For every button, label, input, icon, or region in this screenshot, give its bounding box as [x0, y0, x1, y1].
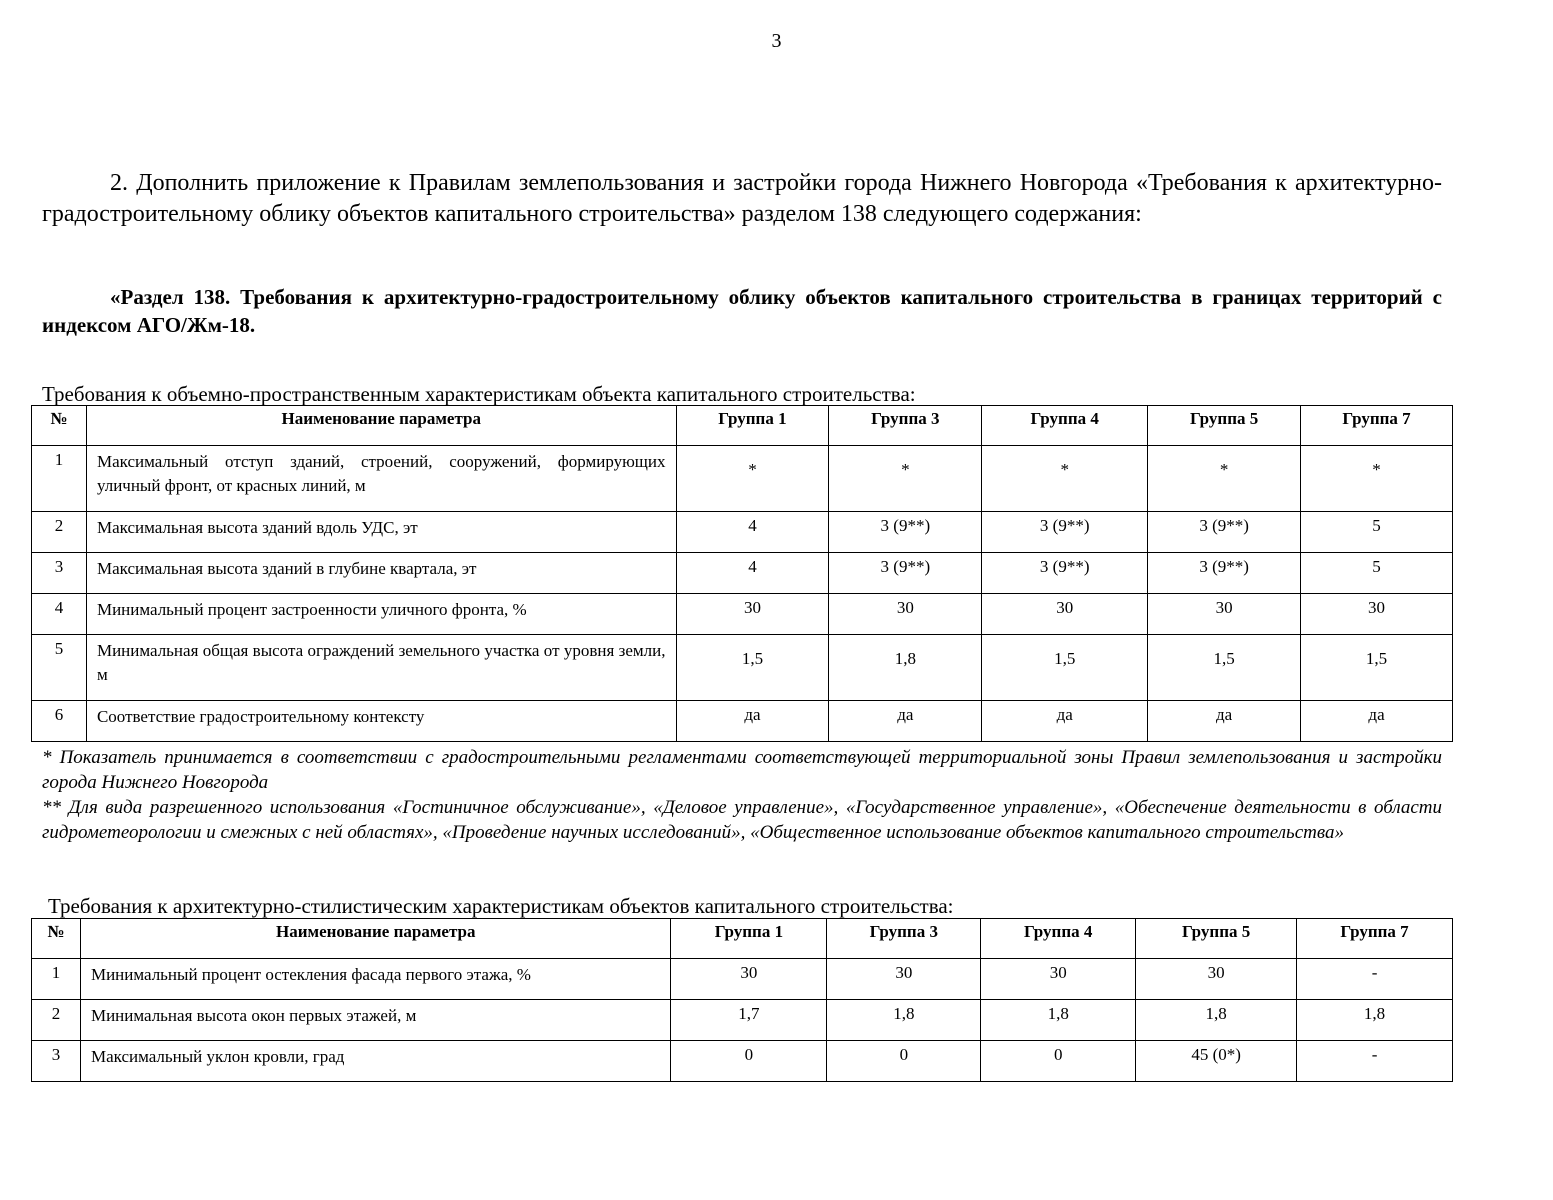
- row-number: 1: [32, 446, 87, 512]
- value-group-4: 30: [981, 959, 1136, 1000]
- value-group-4: 3 (9**): [982, 553, 1148, 594]
- column-header-group-1: Группа 1: [676, 406, 829, 446]
- value-group-4: *: [982, 446, 1148, 512]
- value-group-5: 1,5: [1148, 635, 1301, 701]
- value-group-4: 0: [981, 1041, 1136, 1082]
- footnote-double-asterisk: ** Для вида разрешенного использования «Гостиничное обслуживание», «Деловое управление», «Государственное управление», «Обеспечение деятельности в области гидрометеорологии и смежных с ней областях», «Проведение научных исследований», «Общественное использование объектов капитального строительства»: [42, 797, 1442, 843]
- table-row: [32, 1000, 1453, 1041]
- column-header-parameter: Наименование параметра: [80, 919, 671, 959]
- row-number: 4: [32, 594, 87, 635]
- table-row: [32, 635, 1453, 701]
- value-group-3: 0: [827, 1041, 981, 1082]
- value-group-5: 1,8: [1136, 1000, 1297, 1041]
- value-group-5: *: [1148, 446, 1301, 512]
- table2-caption: Требования к архитектурно-стилистическим характеристикам объектов капитального строительства:: [48, 894, 954, 918]
- value-group-7: 30: [1301, 594, 1453, 635]
- value-group-3: 30: [829, 594, 982, 635]
- value-group-5: 45 (0*): [1136, 1041, 1297, 1082]
- value-group-5: 3 (9**): [1148, 553, 1301, 594]
- column-header-number: №: [32, 406, 87, 446]
- column-header-group-7: Группа 7: [1297, 919, 1453, 959]
- value-group-7: 1,8: [1297, 1000, 1453, 1041]
- value-group-1: *: [676, 446, 829, 512]
- value-group-5: 3 (9**): [1148, 512, 1301, 553]
- value-group-3: 1,8: [829, 635, 982, 701]
- column-header-group-3: Группа 3: [829, 406, 982, 446]
- parameter-name: Максимальный отступ зданий, строений, сооружений, формирующих уличный фронт, от красных линий, м: [86, 446, 676, 512]
- value-group-5: да: [1148, 701, 1301, 742]
- footnotes: [42, 745, 1442, 845]
- value-group-4: 3 (9**): [982, 512, 1148, 553]
- value-group-7: 1,5: [1301, 635, 1453, 701]
- value-group-7: -: [1297, 1041, 1453, 1082]
- row-number: 2: [32, 1000, 81, 1041]
- value-group-1: 30: [676, 594, 829, 635]
- value-group-4: 30: [982, 594, 1148, 635]
- value-group-7: 5: [1301, 553, 1453, 594]
- table-row: [32, 553, 1453, 594]
- value-group-4: 1,5: [982, 635, 1148, 701]
- table-row: [32, 446, 1453, 512]
- value-group-7: -: [1297, 959, 1453, 1000]
- value-group-3: 1,8: [827, 1000, 981, 1041]
- parameter-name: Максимальный уклон кровли, град: [80, 1041, 671, 1082]
- parameter-name: Минимальный процент застроенности уличного фронта, %: [86, 594, 676, 635]
- row-number: 2: [32, 512, 87, 553]
- row-number: 3: [32, 553, 87, 594]
- column-header-group-3: Группа 3: [827, 919, 981, 959]
- value-group-1: 4: [676, 512, 829, 553]
- footnote-single-asterisk: * Показатель принимается в соответствии с градостроительными регламентами соответствующей территориальной зоны Правил землепользования и застройки города Нижнего Новгорода: [42, 747, 1442, 793]
- row-number: 5: [32, 635, 87, 701]
- value-group-7: 5: [1301, 512, 1453, 553]
- architectural-style-requirements-table: [31, 918, 1453, 1082]
- value-group-1: да: [676, 701, 829, 742]
- volume-spatial-requirements-table: [31, 405, 1453, 742]
- intro-paragraph: 2. Дополнить приложение к Правилам землепользования и застройки города Нижнего Новгорода «Требования к архитектурно-градостроительному облику объектов капитального строительства» разделом 138 следующего содержания:: [42, 170, 1442, 227]
- page-number: 3: [771, 30, 782, 52]
- value-group-4: 1,8: [981, 1000, 1136, 1041]
- column-header-group-5: Группа 5: [1136, 919, 1297, 959]
- parameter-name: Соответствие градостроительному контексту: [86, 701, 676, 742]
- column-header-group-5: Группа 5: [1148, 406, 1301, 446]
- table-row: [32, 959, 1453, 1000]
- value-group-3: 30: [827, 959, 981, 1000]
- row-number: 3: [32, 1041, 81, 1082]
- value-group-3: 3 (9**): [829, 553, 982, 594]
- table-header-row: [32, 406, 1453, 446]
- value-group-3: 3 (9**): [829, 512, 982, 553]
- value-group-1: 4: [676, 553, 829, 594]
- value-group-4: да: [982, 701, 1148, 742]
- value-group-5: 30: [1148, 594, 1301, 635]
- value-group-7: *: [1301, 446, 1453, 512]
- value-group-1: 1,5: [676, 635, 829, 701]
- value-group-3: *: [829, 446, 982, 512]
- column-header-group-7: Группа 7: [1301, 406, 1453, 446]
- table-row: [32, 701, 1453, 742]
- parameter-name: Минимальный процент остекления фасада первого этажа, %: [80, 959, 671, 1000]
- row-number: 6: [32, 701, 87, 742]
- value-group-5: 30: [1136, 959, 1297, 1000]
- table-row: [32, 512, 1453, 553]
- value-group-7: да: [1301, 701, 1453, 742]
- table-row: [32, 594, 1453, 635]
- value-group-3: да: [829, 701, 982, 742]
- column-header-group-1: Группа 1: [671, 919, 827, 959]
- column-header-group-4: Группа 4: [981, 919, 1136, 959]
- row-number: 1: [32, 959, 81, 1000]
- parameter-name: Максимальная высота зданий в глубине квартала, эт: [86, 553, 676, 594]
- section-heading: «Раздел 138. Требования к архитектурно-градостроительному облику объектов капитального строительства в границах территорий с индексом АГО/Жм-18.: [42, 285, 1442, 337]
- table-header-row: [32, 919, 1453, 959]
- parameter-name: Минимальная общая высота ограждений земельного участка от уровня земли, м: [86, 635, 676, 701]
- column-header-number: №: [32, 919, 81, 959]
- table1-caption: Требования к объемно-пространственным характеристикам объекта капитального строительства:: [42, 382, 916, 406]
- value-group-1: 30: [671, 959, 827, 1000]
- value-group-1: 1,7: [671, 1000, 827, 1041]
- table-row: [32, 1041, 1453, 1082]
- parameter-name: Максимальная высота зданий вдоль УДС, эт: [86, 512, 676, 553]
- column-header-group-4: Группа 4: [982, 406, 1148, 446]
- column-header-parameter: Наименование параметра: [86, 406, 676, 446]
- value-group-1: 0: [671, 1041, 827, 1082]
- parameter-name: Минимальная высота окон первых этажей, м: [80, 1000, 671, 1041]
